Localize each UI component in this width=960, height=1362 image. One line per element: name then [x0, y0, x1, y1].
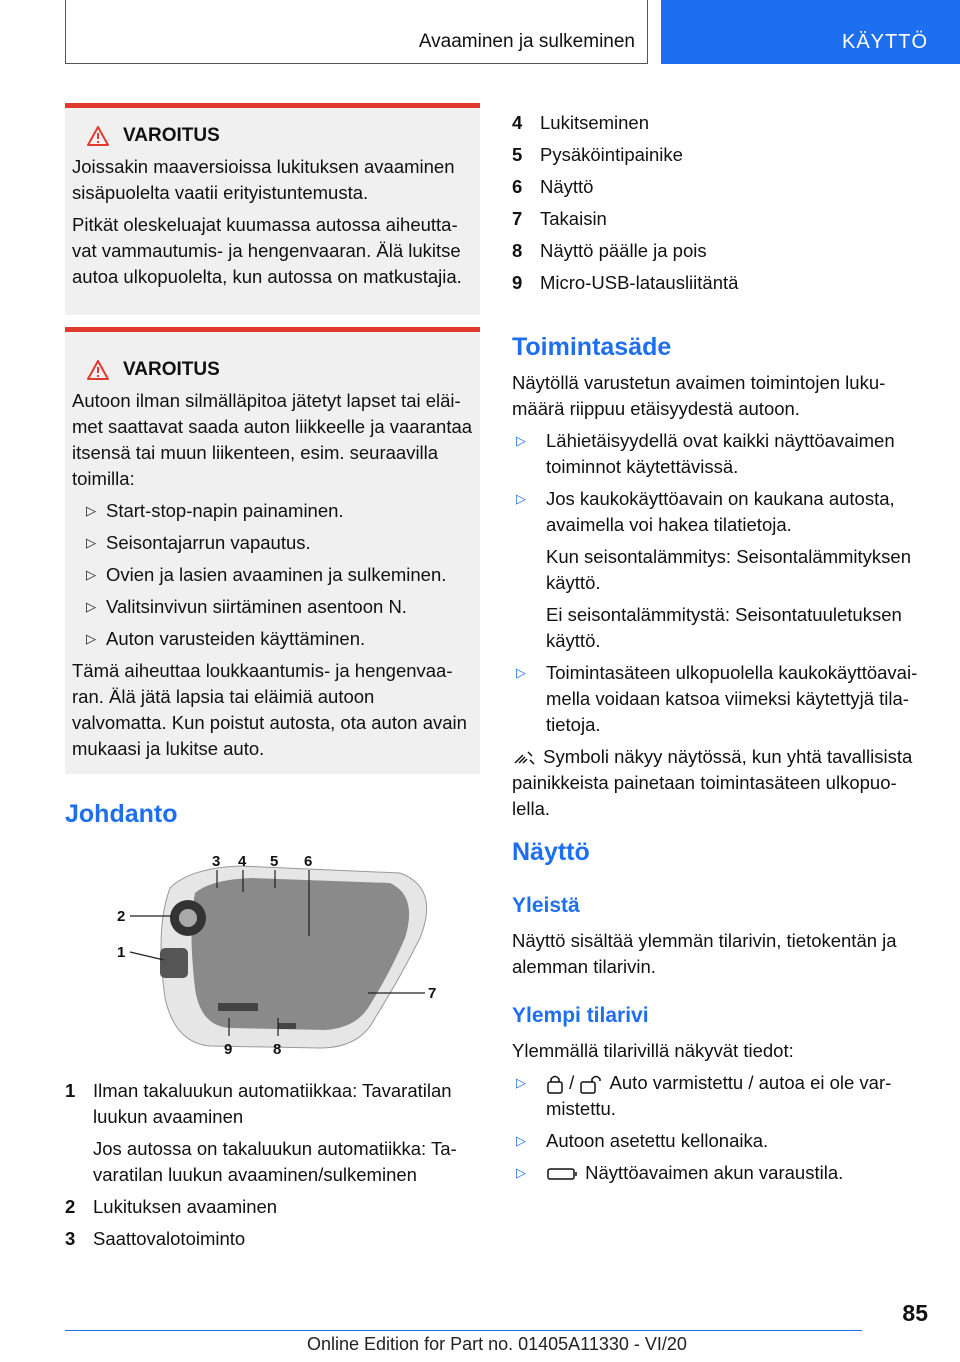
warning-box-2: [65, 327, 480, 774]
bullet-triangle-icon: ▷: [86, 599, 96, 614]
list-item: ▷ Auton varusteiden käyttäminen.: [72, 626, 473, 652]
header-chapter-title: KÄYTTÖ: [841, 31, 928, 53]
list-item: ▷ / Auto varmistettu / autoa ei ole var-mistettu.: [512, 1070, 927, 1122]
range-heading: Toimintasäde: [512, 333, 672, 361]
list-item: ▷ Ovien ja lasien avaaminen ja sulkeminen.: [72, 562, 473, 588]
footer-divider: [65, 1330, 862, 1331]
legend-item: 6 Näyttö: [512, 176, 594, 197]
callout-label: 5: [270, 853, 279, 870]
list-item: ▷ Näyttöavaimen akun varaustila.: [512, 1160, 927, 1186]
lock-closed-icon: [546, 1074, 564, 1094]
list-item: ▷ Valitsinvivun siirtäminen asentoon N.: [72, 594, 473, 620]
list-item: ▷ Autoon asetettu kellonaika.: [512, 1128, 927, 1154]
bullet-triangle-icon: ▷: [516, 1165, 526, 1180]
callout-label: 2: [117, 908, 126, 925]
lock-open-icon: [579, 1074, 605, 1094]
warning-triangle-icon: [87, 360, 109, 380]
bullet-triangle-icon: ▷: [516, 433, 526, 448]
callout-label: 3: [212, 853, 221, 870]
bullet-triangle-icon: ▷: [86, 535, 96, 550]
header-section-box: [65, 0, 648, 64]
warning1-paragraph: Pitkät oleskeluajat kuumassa autossa aiheutta-vat vammautumis- ja hengenvaaran. Älä lukitse autoa ulkopuolelta, kun autossa on matkustajia.: [72, 214, 462, 287]
header-section-title: Avaaminen ja sulkeminen: [418, 31, 635, 52]
list-item: ▷ Jos kaukokäyttöavain on kaukana autosta, avaimella voi hakea tilatietoja.: [512, 486, 927, 538]
legend-subitem: Jos autossa on takaluukun automatiikka: Ta-varatilan luukun avaaminen/sulkeminen: [93, 1138, 457, 1185]
footer-edition: Online Edition for Part no. 01405A11330 - VI/20: [307, 1334, 687, 1354]
list-subitem: Ei seisontalämmitystä: Seisontatuuletuksen käyttö.: [546, 604, 902, 651]
upper-status-heading: Ylempi tilarivi: [512, 1004, 649, 1027]
legend-item: 4 Lukitseminen: [512, 112, 650, 133]
legend-item: 9 Micro-USB-latausliitäntä: [512, 272, 739, 293]
bullet-triangle-icon: ▷: [516, 665, 526, 680]
list-item: ▷ Lähietäisyydellä ovat kaikki näyttöavaimen toiminnot käytettävissä.: [512, 428, 927, 480]
legend-item: 5 Pysäköintipainike: [512, 144, 683, 165]
key-figure: [100, 848, 450, 1063]
display-heading: Näyttö: [512, 838, 590, 866]
legend-item: 1 Ilman takaluukun automatiikkaa: Tavaratilan luukun avaaminen: [65, 1080, 452, 1127]
warning-title-text: VAROITUS: [123, 359, 220, 380]
callout-label: 8: [273, 1041, 282, 1058]
range-section: [512, 370, 927, 822]
bullet-triangle-icon: ▷: [86, 631, 96, 646]
callout-label: 4: [238, 853, 247, 870]
callout-label: 6: [304, 853, 313, 870]
page-number: 85: [902, 1300, 928, 1326]
range-intro: Näytöllä varustetun avaimen toimintojen luku-määrä riippuu etäisyydestä autoon.: [512, 372, 886, 419]
legend-item: 8 Näyttö päälle ja pois: [512, 240, 707, 261]
warning-box-1: [65, 103, 480, 315]
symbol-note: Symboli näkyy näytössä, kun yhtä tavallisista painikkeista painetaan toimintasäteen ulkopuo-lella.: [512, 746, 913, 819]
warning-title-2: [87, 352, 473, 388]
warning-triangle-icon: [87, 126, 109, 146]
list-item: ▷ Start-stop-napin painaminen.: [72, 498, 473, 524]
warning2-outro: Tämä aiheuttaa loukkaantumis- ja hengenvaa-ran. Älä jätä lapsia tai eläimiä autoon valvomatta. Kun poistut autosta, ota auton avain mukaasi ja lukitse auto.: [72, 660, 467, 759]
bullet-triangle-icon: ▷: [86, 567, 96, 582]
list-subitem: Kun seisontalämmitys: Seisontalämmityksen käyttö.: [546, 546, 912, 593]
upper-status-section: [512, 1038, 927, 1192]
header-chapter-tab[interactable]: [661, 0, 960, 64]
bullet-triangle-icon: ▷: [516, 1075, 526, 1090]
list-item: ▷ Toimintasäteen ulkopuolella kaukokäyttöavai-mella voidaan katsoa viimeksi käytettyjä tila-tietoja.: [512, 660, 927, 738]
warning2-intro: Autoon ilman silmälläpitoa jätetyt lapset tai eläi-met saattavat saada auton liikkeelle ja vaarantaa itsensä tai muun liikenteen, esim. seuraavilla toimilla:: [72, 390, 473, 489]
warning1-paragraph: Joissakin maaversioissa lukituksen avaaminen sisäpuolelta vaatii erityistuntemusta.: [72, 156, 455, 203]
legend-item: 2 Lukituksen avaaminen: [65, 1196, 278, 1217]
legend-item: 3 Saattovalotoiminto: [65, 1228, 246, 1249]
callout-label: 1: [117, 944, 126, 961]
general-heading: Yleistä: [512, 894, 580, 917]
upper-status-intro: Ylemmällä tilarivillä näkyvät tiedot:: [512, 1040, 794, 1061]
intro-heading: Johdanto: [65, 800, 178, 828]
bullet-triangle-icon: ▷: [86, 503, 96, 518]
legend-item: 7 Takaisin: [512, 208, 607, 229]
bullet-triangle-icon: ▷: [516, 1133, 526, 1148]
warning-title-text: VAROITUS: [123, 125, 220, 146]
battery-icon: [546, 1166, 580, 1182]
callout-label: 9: [224, 1041, 233, 1058]
out-of-range-signal-icon: [512, 750, 538, 766]
callout-label: 7: [428, 985, 437, 1002]
legend-left: [65, 1078, 480, 1252]
legend-right: [512, 110, 927, 296]
warning-title-1: [87, 118, 473, 154]
general-text: Näyttö sisältää ylemmän tilarivin, tietokentän ja alemman tilarivin.: [512, 930, 897, 977]
bullet-triangle-icon: ▷: [516, 491, 526, 506]
list-item: ▷ Seisontajarrun vapautus.: [72, 530, 473, 556]
